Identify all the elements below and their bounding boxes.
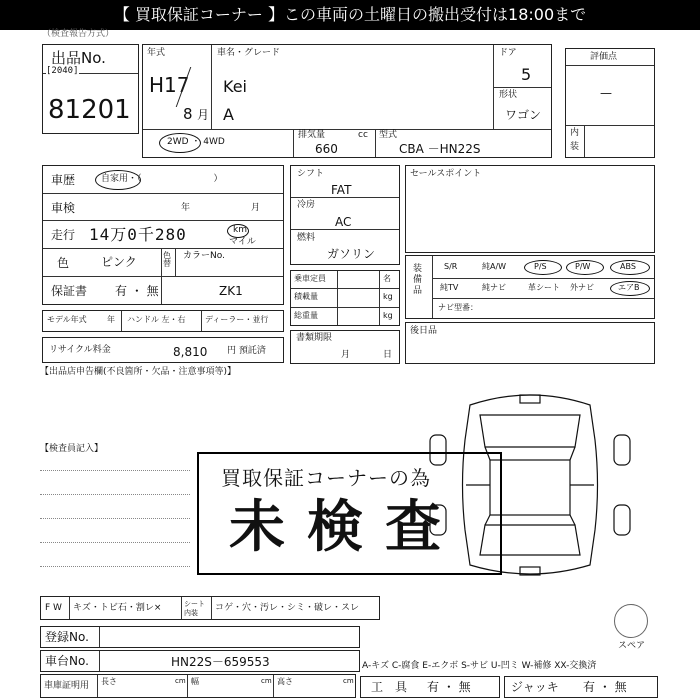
color-label: 色 <box>57 256 70 270</box>
equip-airbag: エアB <box>618 283 640 292</box>
model-year-label: モデル年式 <box>47 315 87 324</box>
cert-width: 幅 <box>191 677 199 686</box>
stamp-title: 買取保証コーナーの為 <box>221 466 431 490</box>
unchecked-stamp <box>197 452 502 575</box>
top-cut-text: （検査報告方式） <box>42 29 115 39</box>
mileage-label: 走行 <box>51 228 76 242</box>
model-year-unit: 年 <box>107 315 115 324</box>
car-name-label: 車名・グレード <box>217 48 281 58</box>
equip-ext-navi: 外ナビ <box>570 283 594 292</box>
seats-label: 乗車定員 <box>294 274 326 283</box>
displacement-unit: cc <box>358 130 368 140</box>
certificate-row <box>40 674 356 698</box>
year-month: 8 <box>183 105 193 123</box>
lot-tag: [2040] <box>46 66 79 76</box>
handle-options: ハンドル 左・右 <box>127 315 186 324</box>
inspector-notes-label: 【検査員記入】 <box>40 444 104 454</box>
legend-fw-label: F W <box>45 603 62 613</box>
recycle-row <box>42 337 284 363</box>
drive-options: 2WD ・ 4WD <box>167 137 225 147</box>
mileage-mile: マイル <box>229 237 256 247</box>
color-code: ZK1 <box>219 284 243 298</box>
color-value: ピンク <box>101 255 137 269</box>
displacement-value: 660 <box>315 142 338 156</box>
lot-number: 81201 <box>48 95 131 125</box>
equip-leather: 革シート <box>528 283 560 292</box>
rating-box <box>565 48 655 158</box>
legend-row <box>40 596 380 620</box>
displacement-label: 排気量 <box>298 130 326 140</box>
warranty-label: 保証書 <box>51 284 88 298</box>
fuel-value: ガソリン <box>327 247 376 261</box>
nav-model-label: ナビ型番： <box>438 303 478 312</box>
documents-month: 月 <box>341 350 351 360</box>
rating-value: — <box>600 86 612 100</box>
jack-box <box>504 676 658 698</box>
recycle-unit: 円 預託済 <box>227 346 266 356</box>
post-install-label: 後日品 <box>410 326 438 336</box>
color-code-label: カラーNo. <box>183 251 225 261</box>
cert-height: 高さ <box>277 677 293 686</box>
equipment-box <box>405 255 655 319</box>
banner: 【 買取保証コーナー 】この車両の土曜日の搬出受付は18:00まで <box>0 0 700 30</box>
details-box <box>42 165 284 305</box>
doors-label: ドア <box>499 48 517 58</box>
documents-day: 日 <box>383 350 393 360</box>
inspector-lines <box>40 470 190 580</box>
fuel-label: 燃料 <box>297 233 316 243</box>
sales-point-label: セールスポイント <box>410 169 482 179</box>
weight-unit: kg <box>383 311 393 320</box>
tools-label: 工 具 <box>371 680 408 694</box>
certificate-label: 車庫証明用 <box>44 681 90 691</box>
ac-value: AC <box>335 215 352 229</box>
history-value: 自家用・（ ） <box>101 174 223 184</box>
model-label: 型式 <box>379 130 398 140</box>
registration-row <box>40 626 360 648</box>
vehicle-info-box <box>142 44 552 158</box>
spare-label: スペア <box>618 641 646 651</box>
tools-box <box>360 676 500 698</box>
equip-tv: 純TV <box>440 283 459 292</box>
interior-label: 内 <box>570 128 580 138</box>
documents-box <box>290 330 400 364</box>
chassis-row <box>40 650 360 672</box>
year-era: H17 <box>149 73 190 97</box>
tools-value: 有 ・ 無 <box>427 680 471 694</box>
legend-seat-label: シート内装 <box>184 600 205 617</box>
recycle-label: リサイクル料金 <box>49 345 111 355</box>
inspection-month-unit: 月 <box>251 203 261 213</box>
equip-alloy: 純A/W <box>482 262 507 271</box>
model-value: CBA －HN22S <box>399 142 481 156</box>
weight-label: 総重量 <box>294 311 318 320</box>
registration-label: 登録No. <box>45 630 89 644</box>
shift-label: シフト <box>297 169 325 179</box>
shape-value: ワゴン <box>505 108 542 122</box>
recycle-value: 8,810 <box>173 345 208 359</box>
lot-label: 出品No. <box>51 49 106 67</box>
inspection-label: 車検 <box>51 201 76 215</box>
interior-label-2: 装 <box>570 142 580 152</box>
ac-label: 冷房 <box>297 200 316 210</box>
stamp-main: 未検査 <box>229 495 463 560</box>
equip-pw: P/W <box>575 262 591 271</box>
post-install-box <box>405 322 655 364</box>
capacity-box <box>290 270 400 326</box>
spare-tire-icon <box>614 604 648 638</box>
cert-width-unit: cm <box>261 677 272 685</box>
car-name: Kei <box>223 77 247 96</box>
shift-value: FAT <box>331 183 352 197</box>
mileage-value: 14万0千280 <box>89 225 187 244</box>
equipment-label: 装備品 <box>413 264 423 296</box>
equip-sr: S/R <box>444 262 458 271</box>
doors-value: 5 <box>521 65 532 84</box>
jack-value: 有 ・ 無 <box>583 680 627 694</box>
model-year-row <box>42 310 284 332</box>
damage-codes: A-キズ C-腐食 E-エクボ S-サビ U-凹ミ W-補修 XX-交換済 <box>362 661 597 671</box>
seller-notes-label: 【出品店申告欄(不良箇所・欠品・注意事項等)】 <box>40 367 237 377</box>
warranty-value: 有 ・ 無 <box>115 284 159 298</box>
color-change-label: 色替 <box>163 251 171 268</box>
year-month-unit: 月 <box>197 108 210 122</box>
equip-ps: P/S <box>534 262 547 271</box>
dealer-options: ディーラー・並行 <box>205 315 269 324</box>
cert-length: 長さ <box>101 677 117 686</box>
cert-length-unit: cm <box>175 677 186 685</box>
spec-box <box>290 165 400 265</box>
chassis-label: 車台No. <box>45 654 89 668</box>
equip-navi: 純ナビ <box>482 283 506 292</box>
jack-label: ジャッキ <box>511 680 559 694</box>
legend-fw-text: キズ・トビ石・割レ× <box>73 603 162 613</box>
rating-label: 評価点 <box>590 52 618 62</box>
seats-unit: 名 <box>383 274 391 283</box>
legend-seat-text: コゲ・穴・汚レ・シミ・破レ・スレ <box>215 603 360 613</box>
mileage-km: km <box>233 225 247 235</box>
load-unit: kg <box>383 292 393 301</box>
shape-label: 形状 <box>499 90 518 100</box>
chassis-value: HN22S－659553 <box>171 655 270 669</box>
car-grade: A <box>223 105 234 124</box>
equip-abs: ABS <box>620 262 636 271</box>
load-label: 積載量 <box>294 292 318 301</box>
cert-height-unit: cm <box>343 677 354 685</box>
year-label: 年式 <box>147 48 166 58</box>
sales-point-box <box>405 165 655 253</box>
lot-box <box>42 44 139 134</box>
inspection-year-unit: 年 <box>181 203 191 213</box>
documents-label: 書類期限 <box>296 333 333 343</box>
history-label: 車歴 <box>51 173 76 187</box>
